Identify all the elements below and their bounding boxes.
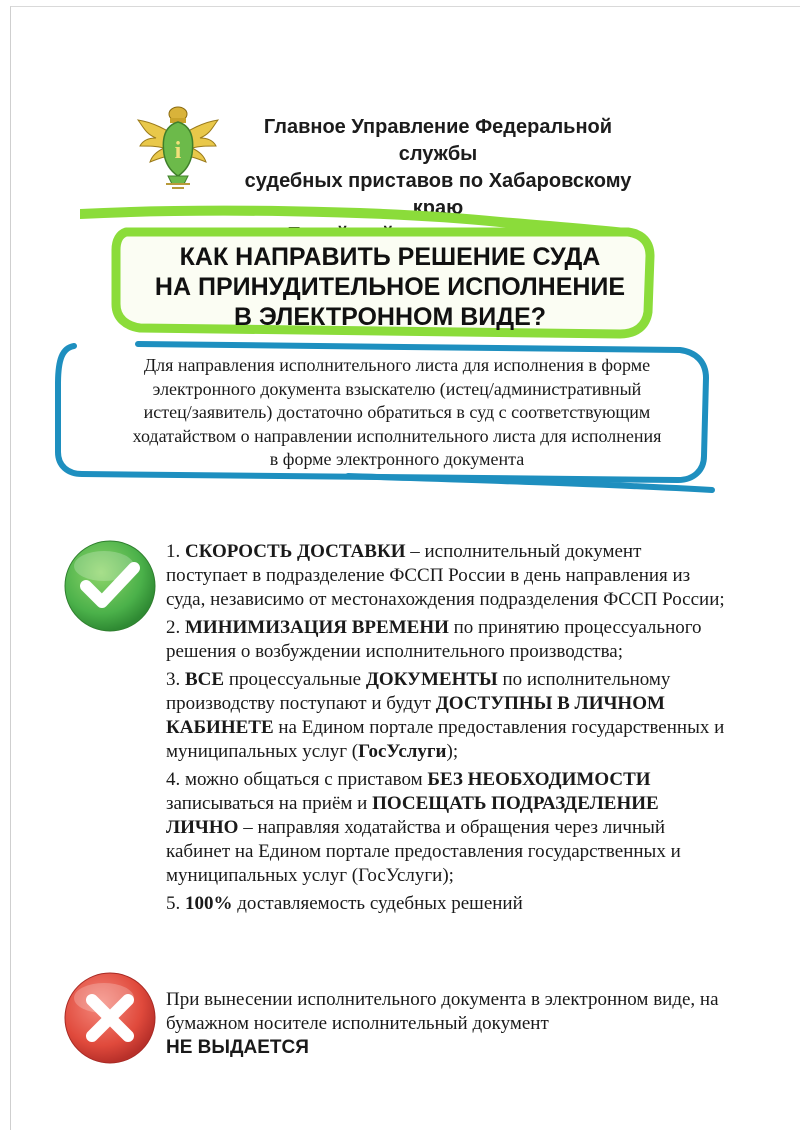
title-banner [80, 200, 680, 344]
org-line-2: судебных приставов по Хабаровскому краю [244, 170, 632, 219]
benefit-text: на Едином портале предоставления государственных и муниципальных услуг ( [166, 717, 725, 762]
benefit-emphasis: ДОКУМЕНТЫ [365, 669, 498, 690]
warning-text [166, 988, 726, 1060]
cross-icon [62, 970, 158, 1066]
benefit-text: ); [446, 741, 459, 762]
benefit-text: 3. [166, 669, 185, 690]
benefit-emphasis: МИНИМИЗАЦИЯ ВРЕМЕНИ [185, 617, 449, 638]
benefit-emphasis: БЕЗ НЕОБХОДИМОСТИ [427, 769, 651, 790]
benefit-text: процессуальные [224, 669, 366, 690]
intro-line-4: ходатайством о направлении исполнительного листа для исполнения [132, 425, 662, 446]
benefit-text: записываться на приём и [166, 793, 373, 814]
benefit-item-1 [166, 540, 726, 612]
benefit-item-5 [166, 892, 726, 916]
benefit-text: 4. можно общаться с приставом [166, 769, 428, 790]
benefit-item-2 [166, 616, 726, 664]
benefit-item-3 [166, 668, 726, 764]
intro-text [98, 354, 696, 472]
check-icon [62, 538, 158, 634]
benefit-text: – исполнительный документ поступает в подразделение ФССП России в день направления из суда, независимо от местонахождения подразделения ФССП России; [166, 541, 725, 610]
warning-body: При вынесении исполнительного документа в электронном виде, на бумажном носителе исполнительный документ [166, 989, 719, 1034]
benefit-emphasis: ВСЕ [185, 669, 225, 690]
benefit-emphasis: ДОСТУПНЫ В ЛИЧНОМ КАБИНЕТЕ [166, 693, 665, 738]
benefit-text: по принятию процессуального решения о возбуждении исполнительного производства; [166, 617, 702, 662]
intro-line-5: в форме электронного документа [269, 449, 525, 469]
benefit-emphasis: СКОРОСТЬ ДОСТАВКИ [185, 541, 406, 562]
benefit-item-4 [166, 768, 726, 888]
benefit-text: 1. [166, 541, 185, 562]
benefits-list [166, 540, 726, 920]
banner-line-3: В ЭЛЕКТРОННОМ ВИДЕ? [233, 303, 547, 331]
intro-line-2: электронного документа взыскателю (истец/административный [152, 378, 642, 399]
org-line-1: Главное Управление Федеральной службы [263, 116, 613, 165]
benefit-text: по исполнительному производству поступают и будут [166, 669, 671, 714]
intro-line-3: истец/заявитель) достаточно обратиться в суд с соответствующим [143, 402, 651, 422]
intro-box [48, 340, 720, 494]
benefit-text: 2. [166, 617, 185, 638]
intro-line-1: Для направления исполнительного листа для исполнения в форме [143, 355, 651, 375]
warning-emphasis: НЕ ВЫДАЕТСЯ [166, 1037, 309, 1058]
benefit-emphasis: ПОСЕЩАТЬ ПОДРАЗДЕЛЕНИЕ ЛИЧНО [166, 793, 659, 838]
banner-line-2: НА ПРИНУДИТЕЛЬНОЕ ИСПОЛНЕНИЕ [154, 273, 626, 301]
svg-text:i: i [174, 138, 182, 164]
benefit-text: 5. [166, 893, 185, 914]
benefit-text: – направляя ходатайства и обращения через личный кабинет на Едином портале предоставления государственных и муниципальных услуг (ГосУслуги); [166, 817, 681, 886]
fssp-emblem [132, 100, 224, 196]
banner-line-1: КАК НАПРАВИТЬ РЕШЕНИЕ СУДА [179, 243, 601, 271]
banner-title [110, 242, 670, 332]
benefit-emphasis: 100% [185, 893, 233, 914]
benefit-text: доставляемость судебных решений [232, 893, 523, 914]
benefit-emphasis: ГосУслуги [358, 741, 447, 762]
